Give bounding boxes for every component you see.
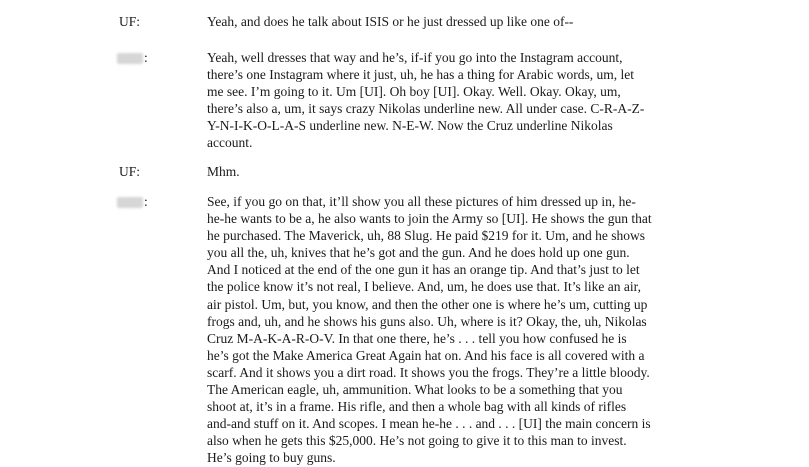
speech-text	[207, 49, 677, 152]
speech-line: also when he gets this $25,000. He’s not going to give it to this man to invest.	[207, 433, 627, 449]
speech-text	[207, 13, 677, 30]
speaker-colon: :	[144, 194, 148, 209]
speech-line: Y-N-I-K-O-L-A-S underline new. N-E-W. Now the Cruz underline Nikolas	[207, 118, 613, 134]
speech-line: He’s going to buy guns.	[207, 450, 336, 466]
speech-line: he-he wants to be a, he also wants to join the Army so [UI]. He shows the gun that	[207, 211, 652, 227]
speech-line: Yeah, and does he talk about ISIS or he just dressed up like one of--	[207, 14, 574, 29]
speech-line: air pistol. Um, but, you know, and then the other one is where he’s um, cutting up	[207, 296, 648, 312]
speaker-label: UF:	[119, 14, 141, 29]
speech-line: scarf. And it shows you a dirt road. It shows you the frogs. They’re a little bloody.	[207, 364, 650, 380]
speech-line: and-and stuff on it. And scopes. I mean he-he . . . and . . . [UI] the main concern is	[207, 416, 651, 432]
redacted-speaker-name	[117, 53, 143, 64]
speech-line: the police know it’s not real, I believe. And, um, he does use that. It’s like an air,	[207, 279, 641, 295]
speaker-colon: :	[144, 50, 148, 65]
speech-line: Cruz M-A-K-A-R-O-V. In that one there, he’s . . . tell you how confused he is	[207, 330, 627, 346]
speaker-label: UF:	[119, 164, 141, 179]
speech-line: Mhm.	[207, 164, 240, 179]
speech-line: he’s got the Make America Great Again hat on. And his face is all covered with a	[207, 347, 645, 363]
speech-line: The American eagle, uh, ammunition. What looks to be a something that you	[207, 382, 623, 398]
speech-text	[207, 193, 677, 467]
speech-line: shoot at, it’s in a frame. His rifle, and then a whole bag with all kinds of rifles	[207, 399, 627, 415]
speech-line: he purchased. The Maverick, uh, 88 Slug. He paid $219 for it. Um, and he shows	[207, 228, 646, 244]
speech-line: frogs and, uh, and he shows his guns also. Uh, where is it? Okay, the, uh, Nikolas	[207, 313, 647, 329]
redacted-speaker-name	[117, 197, 143, 208]
speech-line: See, if you go on that, it’ll show you all these pictures of him dressed up in, he-	[207, 194, 636, 209]
speech-line: there’s one Instagram where it just, uh, he has a thing for Arabic words, um, let	[207, 67, 635, 83]
speech-line: you all the, uh, knives that he’s got and the gun. And he does hold up one gun.	[207, 245, 630, 261]
speech-line: there’s also a, um, it says crazy Nikolas underline new. All under case. C-R-A-Z-	[207, 101, 645, 117]
speech-text	[207, 163, 677, 180]
speech-line: And I noticed at the end of the one gun it has an orange tip. And that’s just to let	[207, 262, 640, 278]
speech-line: me see. I’m going to it. Um [UI]. Oh boy [UI]. Okay. Well. Okay. Okay, um,	[207, 84, 621, 100]
speech-line: account.	[207, 135, 253, 151]
speech-line: Yeah, well dresses that way and he’s, if-if you go into the Instagram account,	[207, 50, 623, 65]
